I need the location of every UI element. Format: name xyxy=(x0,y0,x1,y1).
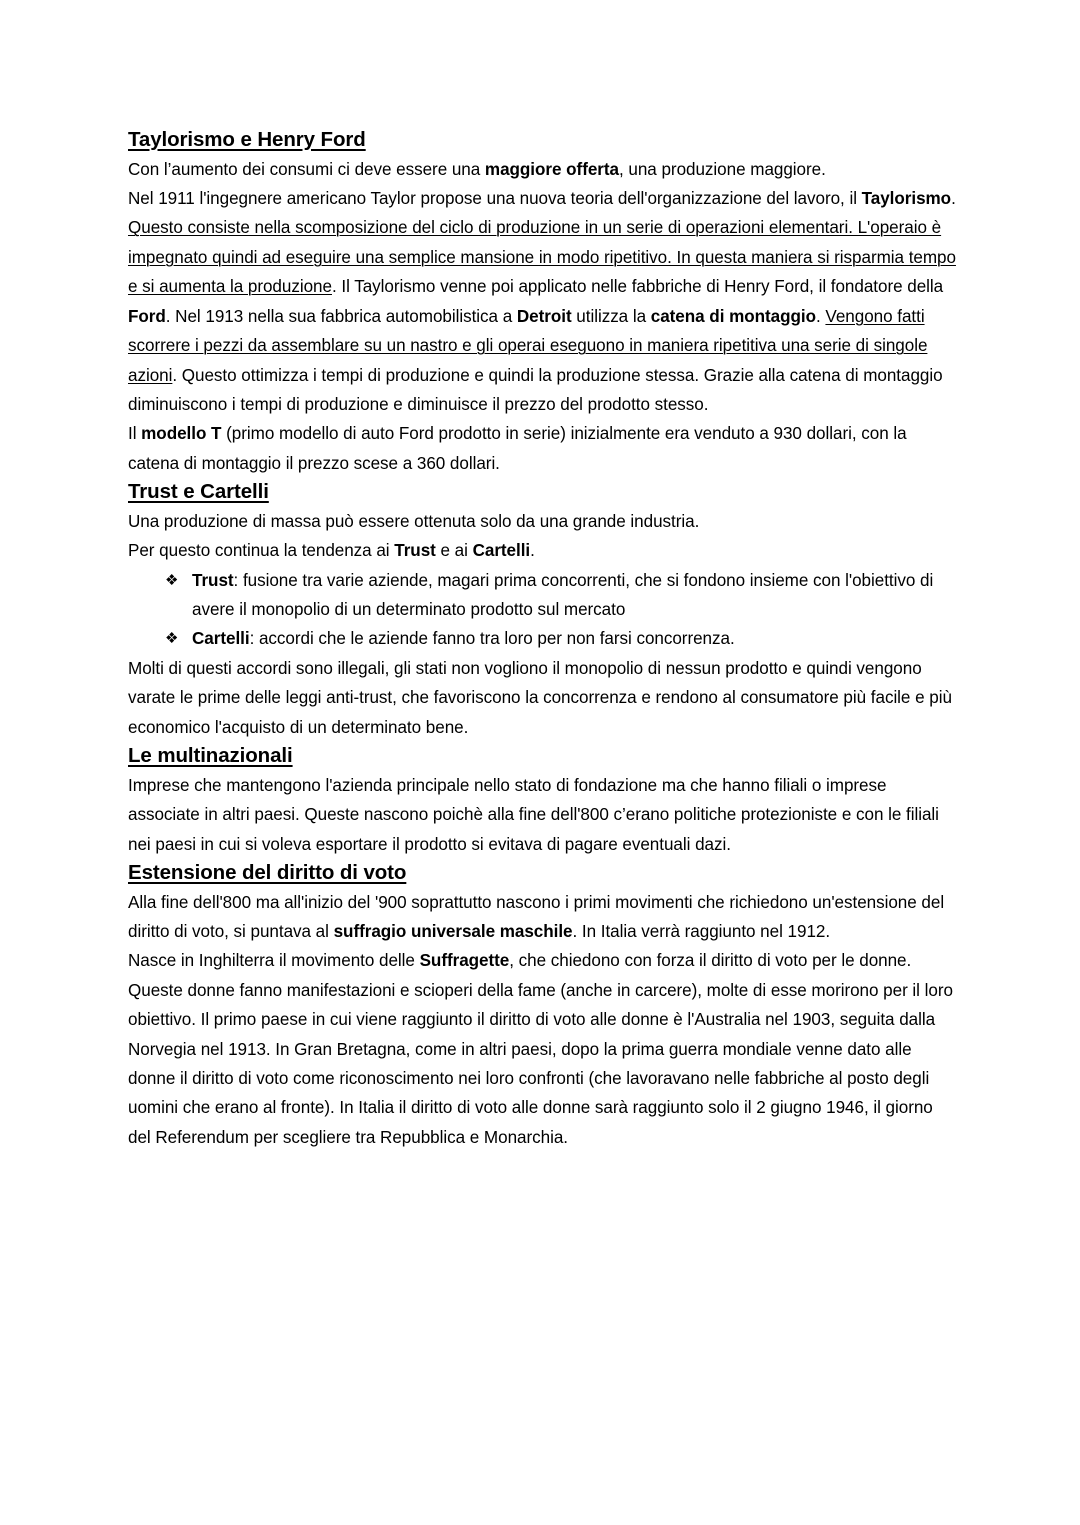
paragraph-taylorismo-2: Nel 1911 l'ingegnere americano Taylor propose una nuova teoria dell'organizzazione del lavoro, il Taylorismo. Questo consiste nella scomposizione del ciclo di produzione in un serie di operazioni elementari. L'operaio è impegnato quindi ad eseguire una semplice mansione in modo ripetitivo. In questa maniera si risparmia tempo e si aumenta la produzione. Il Taylorismo venne poi applicato nelle fabbriche di Henry Ford, il fondatore della Ford. Nel 1913 nella sua fabbrica automobilistica a Detroit utilizza la catena di montaggio. Vengono fatti scorrere i pezzi da assemblare su un nastro e gli operai eseguono in maniera ripetitiva una serie di singole azioni. Questo ottimizza i tempi di produzione e quindi la produzione stessa. Grazie alla catena di montaggio diminuiscono i tempi di produzione e diminuisce il prezzo del prodotto stesso. xyxy=(128,189,956,414)
list-item-text: Cartelli: accordi che le aziende fanno tra loro per non farsi concorrenza. xyxy=(192,629,735,649)
heading-trust-cartelli xyxy=(128,478,956,506)
paragraph-taylorismo-1: Con l’aumento dei consumi ci deve essere una maggiore offerta, una produzione maggiore. xyxy=(128,159,826,179)
list-item-text: Trust: fusione tra varie aziende, magari prima concorrenti, che si fondono insieme con l'obiettivo di avere il monopolio di un determinato prodotto sul mercato xyxy=(192,570,934,620)
bullet-list-trust-cartelli xyxy=(128,566,956,654)
heading-multinazionali xyxy=(128,742,956,770)
paragraph-trust-3: Molti di questi accordi sono illegali, gli stati non vogliono il monopolio di nessun prodotto e quindi vengono varate le prime delle leggi anti-trust, che favoriscono la concorrenza e rendono al consumatore più facile e più economico l'acquisto di un determinato bene. xyxy=(128,658,952,737)
paragraph-multinazionali-1: Imprese che mantengono l'azienda principale nello stato di fondazione ma che hanno filiali o imprese associate in altri paesi. Queste nascono poichè alla fine dell'800 c’erano politiche protezioniste e con le filiali nei paesi in cui si voleva esportare il prodotto si evitava di pagare eventuali dazi. xyxy=(128,775,939,854)
document-content xyxy=(128,126,956,1152)
list-item xyxy=(128,566,956,625)
paragraph-trust-2: Per questo continua la tendenza ai Trust e ai Cartelli. xyxy=(128,541,535,561)
paragraph-trust-1: Una produzione di massa può essere ottenuta solo da una grande industria. xyxy=(128,511,700,531)
list-item xyxy=(128,624,956,653)
heading-multinazionali-text: Le multinazionali xyxy=(128,744,293,768)
diamond-bullet-icon: ❖ xyxy=(165,571,179,589)
heading-trust-cartelli-text: Trust e Cartelli xyxy=(128,480,269,504)
heading-diritto-di-voto xyxy=(128,859,956,887)
paragraph-voto-2: Nasce in Inghilterra il movimento delle Suffragette, che chiedono con forza il diritto di voto per le donne. Queste donne fanno manifestazioni e scioperi della fame (anche in carcere), molte di esse morirono per il loro obiettivo. Il primo paese in cui viene raggiunto il diritto di voto alle donne è l'Australia nel 1903, seguita dalla Norvegia nel 1913. In Gran Bretagna, come in altri paesi, dopo la prima guerra mondiale venne dato alle donne il diritto di voto come riconoscimento nei loro confronti (che lavoravano nelle fabbriche al posto degli uomini che erano al fronte). In Italia il diritto di voto alle donne sarà raggiunto solo il 2 giugno 1946, il giorno del Referendum per scegliere tra Repubblica e Monarchia. xyxy=(128,951,953,1147)
heading-taylorismo xyxy=(128,126,956,154)
diamond-bullet-icon: ❖ xyxy=(165,630,179,648)
heading-taylorismo-text: Taylorismo e Henry Ford xyxy=(128,128,366,151)
heading-diritto-di-voto-text: Estensione del diritto di voto xyxy=(128,860,407,884)
paragraph-taylorismo-3: Il modello T (primo modello di auto Ford prodotto in serie) inizialmente era venduto a 930 dollari, con la catena di montaggio il prezzo scese a 360 dollari. xyxy=(128,424,907,473)
paragraph-voto-1: Alla fine dell'800 ma all'inizio del '900 soprattutto nascono i primi movimenti che richiedono un'estensione del diritto di voto, si puntava al suffragio universale maschile. In Italia verrà raggiunto nel 1912. xyxy=(128,892,945,942)
